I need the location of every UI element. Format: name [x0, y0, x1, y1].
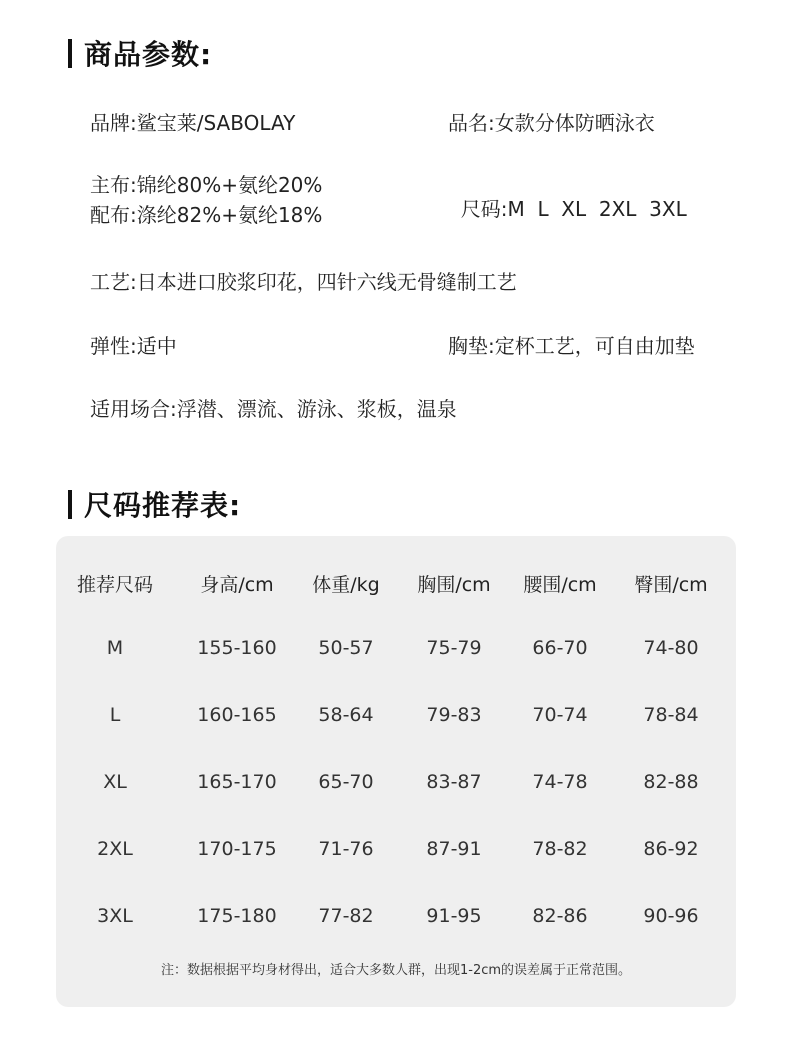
- section-bar: [68, 39, 72, 68]
- table-cell: 75-79: [426, 637, 482, 659]
- table-cell: 71-76: [318, 838, 374, 860]
- table-cell: 82-88: [643, 771, 699, 793]
- table-cell: 78-82: [532, 838, 588, 860]
- param-label: 尺码:: [460, 197, 508, 221]
- param-value: 适中: [136, 334, 177, 358]
- param-label: 适用场合:: [90, 397, 177, 421]
- table-cell: XL: [103, 771, 127, 793]
- param-value: 涤纶82%+氨纶18%: [136, 203, 323, 227]
- param-chest-pad: [448, 330, 695, 359]
- table-cell: 175-180: [197, 905, 277, 927]
- table-cell: 160-165: [197, 704, 277, 726]
- param-brand: [90, 107, 295, 136]
- table-cell: 79-83: [426, 704, 482, 726]
- table-cell: 77-82: [318, 905, 374, 927]
- param-name: [448, 107, 655, 136]
- table-cell: M: [106, 637, 124, 659]
- table-cell: 170-175: [197, 838, 277, 860]
- param-label: 主布:: [90, 173, 137, 197]
- table-header-cell: 腰围/cm: [523, 574, 597, 596]
- param-label: 弹性:: [90, 334, 137, 358]
- param-label: 配布:: [90, 203, 137, 227]
- param-label: 胸垫:: [448, 334, 495, 358]
- params-section-title: 商品参数:: [84, 38, 213, 71]
- table-cell: 91-95: [426, 905, 482, 927]
- table-cell: 2XL: [97, 838, 133, 860]
- table-header-cell: 身高/cm: [200, 574, 274, 596]
- size-section-header: [68, 484, 241, 524]
- table-cell: 82-86: [532, 905, 588, 927]
- table-cell: 74-78: [532, 771, 588, 793]
- param-label: 品牌:: [90, 111, 137, 135]
- table-cell: 86-92: [643, 838, 699, 860]
- table-cell: 50-57: [318, 637, 374, 659]
- size-section-title: 尺码推荐表:: [84, 489, 242, 522]
- size-note: 注：数据根据平均身材得出，适合大多数人群，出现1-2cm的误差属于正常范围。: [160, 963, 632, 978]
- param-value: 定杯工艺，可自由加垫: [494, 334, 695, 358]
- table-cell: L: [109, 704, 121, 726]
- table-header-cell: 推荐尺码: [76, 574, 154, 596]
- param-elasticity: [90, 330, 177, 359]
- table-cell: 74-80: [643, 637, 699, 659]
- param-lining: [90, 199, 322, 228]
- section-bar: [68, 490, 72, 519]
- param-label: 品名:: [448, 111, 495, 135]
- table-cell: 87-91: [426, 838, 482, 860]
- param-occasions: [90, 393, 457, 422]
- param-main-fabric: [90, 169, 322, 198]
- table-cell: 83-87: [426, 771, 482, 793]
- param-value: M L XL 2XL 3XL: [507, 197, 687, 221]
- size-chart-panel: [56, 536, 736, 1007]
- param-value: 日本进口胶浆印花，四针六线无骨缝制工艺: [136, 270, 517, 294]
- table-header-cell: 臀围/cm: [634, 574, 708, 596]
- table-cell: 78-84: [643, 704, 699, 726]
- table-cell: 90-96: [643, 905, 699, 927]
- table-cell: 58-64: [318, 704, 374, 726]
- param-value: 浮潜、漂流、游泳、浆板，温泉: [176, 397, 457, 421]
- table-cell: 155-160: [197, 637, 277, 659]
- param-value: 女款分体防晒泳衣: [494, 111, 655, 135]
- table-cell: 65-70: [318, 771, 374, 793]
- param-label: 工艺:: [90, 270, 137, 294]
- params-section-header: [68, 33, 212, 73]
- table-header-cell: 体重/kg: [312, 574, 380, 596]
- table-cell: 3XL: [97, 905, 133, 927]
- table-cell: 70-74: [532, 704, 588, 726]
- table-cell: 66-70: [532, 637, 588, 659]
- param-value: 锦纶80%+氨纶20%: [136, 173, 323, 197]
- table-cell: 165-170: [197, 771, 277, 793]
- table-header-cell: 胸围/cm: [417, 574, 491, 596]
- param-size-list: [448, 169, 687, 222]
- param-craft: [90, 266, 517, 295]
- param-value: 鲨宝莱/SABOLAY: [136, 111, 296, 135]
